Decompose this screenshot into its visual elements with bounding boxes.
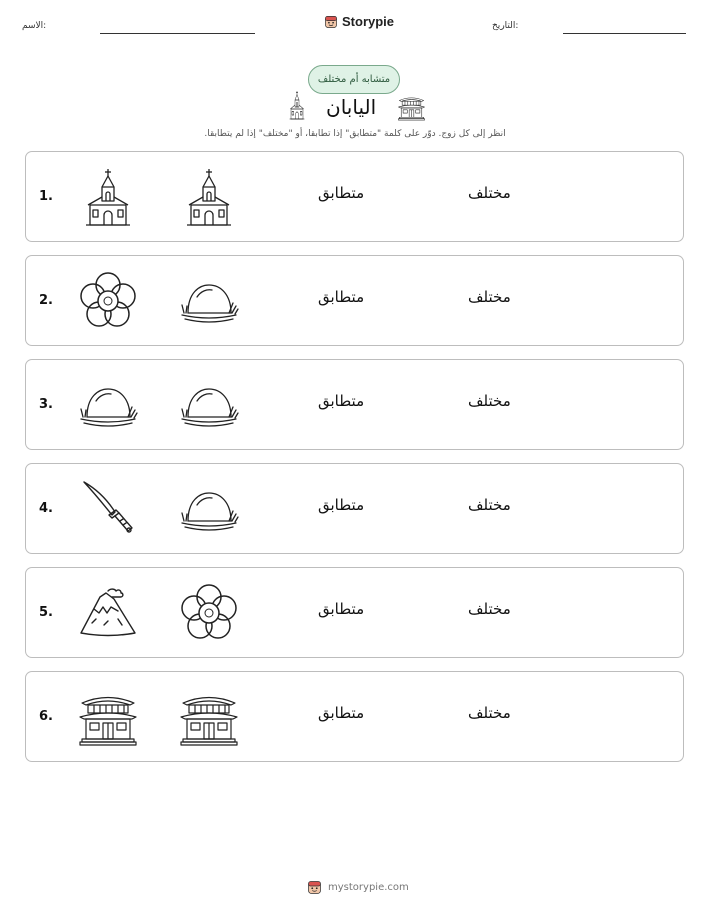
flower-icon [179, 583, 239, 643]
activity-tag: متشابه أم مختلف [308, 65, 400, 94]
rock-icon [179, 375, 239, 435]
brand-name: Storypie [342, 14, 395, 29]
mascot-icon [307, 880, 322, 895]
exercise-row [25, 671, 684, 762]
option-different[interactable]: مختلف [468, 704, 511, 722]
exercise-row [25, 255, 684, 346]
row-number: 4. [39, 501, 53, 516]
row-number: 2. [39, 293, 53, 308]
brand-logo [324, 14, 394, 29]
church-icon [78, 167, 138, 227]
footer-url: mystorypie.com [328, 882, 409, 893]
date-label: التاريخ: [492, 21, 519, 31]
mascot-icon [324, 15, 338, 29]
exercise-row [25, 151, 684, 242]
name-field-line[interactable] [100, 33, 255, 34]
row-number: 5. [39, 605, 53, 620]
rock-icon [179, 271, 239, 331]
option-different[interactable]: مختلف [468, 600, 511, 618]
mountain-icon [78, 583, 138, 643]
option-same[interactable]: متطابق [318, 392, 365, 410]
row-number: 6. [39, 709, 53, 724]
instructions: انظر إلى كل زوج. دوّر على كلمة "متطابق" إذا تطابقا، أو "مختلف" إذا لم يتطابقا. [204, 129, 506, 139]
rock-icon [179, 479, 239, 539]
pagoda-house-icon [78, 687, 138, 747]
pagoda-house-icon [397, 93, 426, 121]
option-same[interactable]: متطابق [318, 496, 365, 514]
row-number: 3. [39, 397, 53, 412]
katana-icon [78, 479, 138, 539]
pagoda-house-icon [179, 687, 239, 747]
option-different[interactable]: مختلف [468, 288, 511, 306]
option-same[interactable]: متطابق [318, 704, 365, 722]
option-same[interactable]: متطابق [318, 184, 365, 202]
name-label: الاسم: [22, 21, 47, 31]
date-field-line[interactable] [563, 33, 686, 34]
exercise-row [25, 359, 684, 450]
exercise-row [25, 567, 684, 658]
rock-icon [78, 375, 138, 435]
page-title: اليابان [326, 95, 377, 119]
option-different[interactable]: مختلف [468, 392, 511, 410]
option-same[interactable]: متطابق [318, 288, 365, 306]
exercise-row [25, 463, 684, 554]
row-number: 1. [39, 189, 53, 204]
option-different[interactable]: مختلف [468, 496, 511, 514]
option-same[interactable]: متطابق [318, 600, 365, 618]
church-icon [287, 90, 307, 120]
flower-icon [78, 271, 138, 331]
church-icon [179, 167, 239, 227]
footer [307, 880, 409, 895]
option-different[interactable]: مختلف [468, 184, 511, 202]
